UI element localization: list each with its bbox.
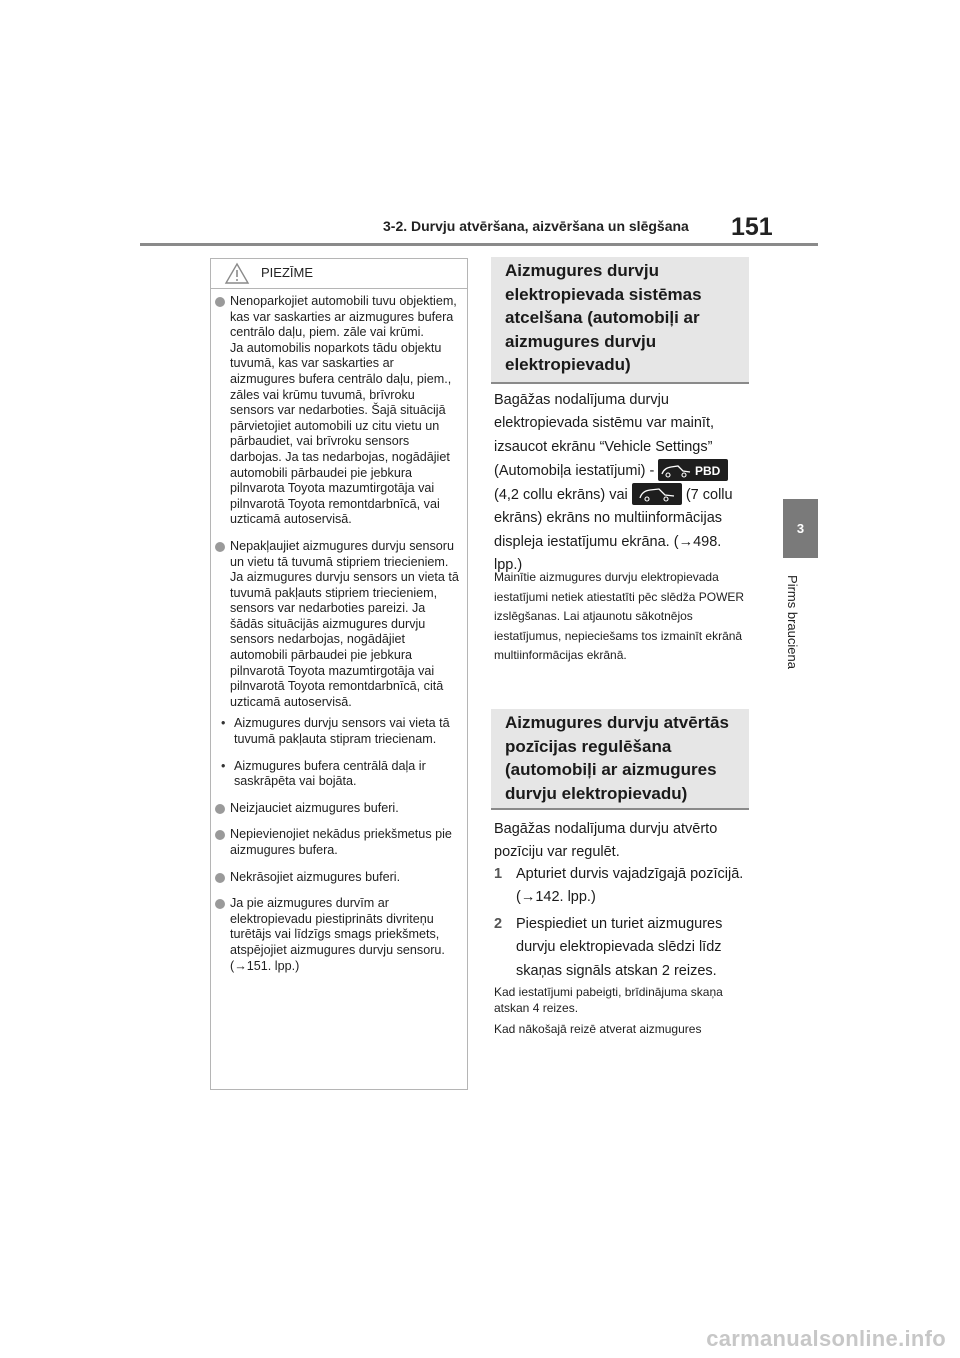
notice-item-extra: Ja aizmugures durvju sensors un vieta tā tuvumā pakļauts stipriem triecieniem, sensors var nedarboties pareizi. Ja šādās situācijās aizmugures durvju sensors nedarbojas, nogādājiet automobili pārbaudei pie jebkura pilnvarotā Toyota mazumtirgotāja vai pilnvarotā Toyota remontdarbnīcā, citā uzticamā autoservisā. <box>230 570 459 709</box>
notice-item-text: Nepievienojiet nekādus priekšmetus pie aizmugures bufera. <box>230 827 452 857</box>
section1-note: Mainītie aizmugures durvju elektropievada iestatījumi netiek atiestatīti pēc slēdža POWER izslēgšanas. Lai atjaunotu sākotnējos iestatījumus, nepieciešams tos izmainīt ekrānā multiinformācijas ekrānā. <box>494 570 745 662</box>
step-text: Apturiet durvis vajadzīgajā pozīcijā. (→142. lpp.) <box>516 866 744 906</box>
notice-item-extra: Ja automobilis noparkots tādu objektu tuvumā, kas var saskarties ar aizmugures bufera centrālo daļu, piem., zāles vai krūmu tuvumā, brīvroku sensors var nedarboties. Šajā situācijā pārvietojiet automobili uz citu vietu un pārbaudiet, vai brīvroku sensors darbojas. Ja tas nedarbojas, nogādājiet automobili pārbaudei pie jebkura pilnvarota Toyota mazumtirgotāja vai pilnvarotā Toyota remontdarbnīcā, vai uzticamā autoservisā. <box>230 340 452 527</box>
notice-item <box>215 801 459 817</box>
section2-note-2: Kad nākošajā reizē atverat aizmugures <box>494 1022 702 1036</box>
section2-note-1: Kad iestatījumi pabeigti, brīdinājuma skaņa atskan 4 reizes. <box>494 985 723 1015</box>
notice-box <box>210 258 468 1090</box>
bullet-dot-icon <box>215 804 225 814</box>
step-1 <box>494 863 752 910</box>
step-number: 1 <box>494 866 503 882</box>
header-rule <box>140 243 818 246</box>
bullet-dot-icon <box>215 899 225 909</box>
notice-item <box>215 896 459 974</box>
section1-paragraph <box>494 389 752 577</box>
watermark: carmanualsonline.info <box>706 1326 946 1351</box>
pbd-label: PBD <box>695 463 721 478</box>
notice-item-text: Neizjauciet aizmugures buferi. <box>230 800 399 815</box>
section-title: 3-2. Durvju atvēršana, aizvēršana un slēgšana <box>383 218 689 234</box>
para-part-1: Bagāžas nodalījuma durvju elektropievada sistēmu var mainīt, izsaucot ekrānu “Vehicle Settings” (Automobiļa iestatījumi) - <box>494 392 715 479</box>
para-part-3: (7 collu ekrāns) ekrāns no multiinformācijas displeja iestatījumu ekrāna. (→498. lpp.) <box>494 487 733 574</box>
notice-item <box>215 294 459 528</box>
warning-triangle-icon <box>224 262 250 290</box>
notice-item-text: Ja pie aizmugures durvīm ar elektropievadu piestiprināts divriteņu turētājs vai līdzīgs smags priekšmets, atspējojiet aizmugures durvju sensoru. (→151. lpp.) <box>230 896 445 973</box>
car-icon <box>632 483 682 505</box>
bullet-dot-icon <box>215 297 225 307</box>
notice-item-text: Nepakļaujiet aizmugures durvju sensoru un vietu tā tuvumā stipriem triecieniem. <box>230 538 455 569</box>
notice-item <box>215 870 459 886</box>
step-number: 2 <box>494 916 503 932</box>
notice-item <box>215 827 459 858</box>
bullet-dot-icon <box>215 873 225 883</box>
page-number: 151 <box>731 213 773 241</box>
bullet-dot-icon <box>215 830 225 840</box>
notice-sub-item: • Aizmugures bufera centrālā daļa ir saskrāpēta vai bojāta. <box>217 759 459 790</box>
section-heading-1: Aizmugures durvju elektropievada sistēmas atcelšana (automobiļi ar aizmugures durvju elektropievadu) <box>491 257 749 384</box>
section2-intro: Bagāžas nodalījuma durvju atvērto pozīciju var regulēt. <box>494 821 718 861</box>
notice-sub-item: • Aizmugures durvju sensors vai vieta tā tuvumā pakļauta stipram triecienam. <box>217 716 459 747</box>
notice-header <box>211 259 467 289</box>
para-part-2: (4,2 collu ekrāns) vai <box>494 487 628 504</box>
notice-item-text: Nekrāsojiet aizmugures buferi. <box>230 869 401 884</box>
chapter-number: 3 <box>796 521 805 536</box>
chapter-tab[interactable] <box>783 499 818 558</box>
chapter-title: Pirms brauciena <box>785 575 800 669</box>
notice-item-text: Nenoparkojiet automobili tuvu objektiem, kas var saskarties ar aizmugures bufera centrālo daļu, piem. zāle vai krūmi. <box>230 294 457 340</box>
bullet-dot-icon <box>215 542 225 552</box>
section-heading-2: Aizmugures durvju atvērtās pozīcijas regulēšana (automobiļi ar aizmugures durvju elektropievadu) <box>491 709 749 810</box>
car-pbd-icon <box>658 459 728 481</box>
step-2 <box>494 913 752 983</box>
notice-body <box>211 289 467 974</box>
notice-title: PIEZĪME <box>261 265 314 280</box>
step-text: Piespiediet un turiet aizmugures durvju elektropievada slēdzi līdz skaņas signāls atskan 2 reizes. <box>516 916 723 979</box>
notice-item <box>215 539 459 711</box>
